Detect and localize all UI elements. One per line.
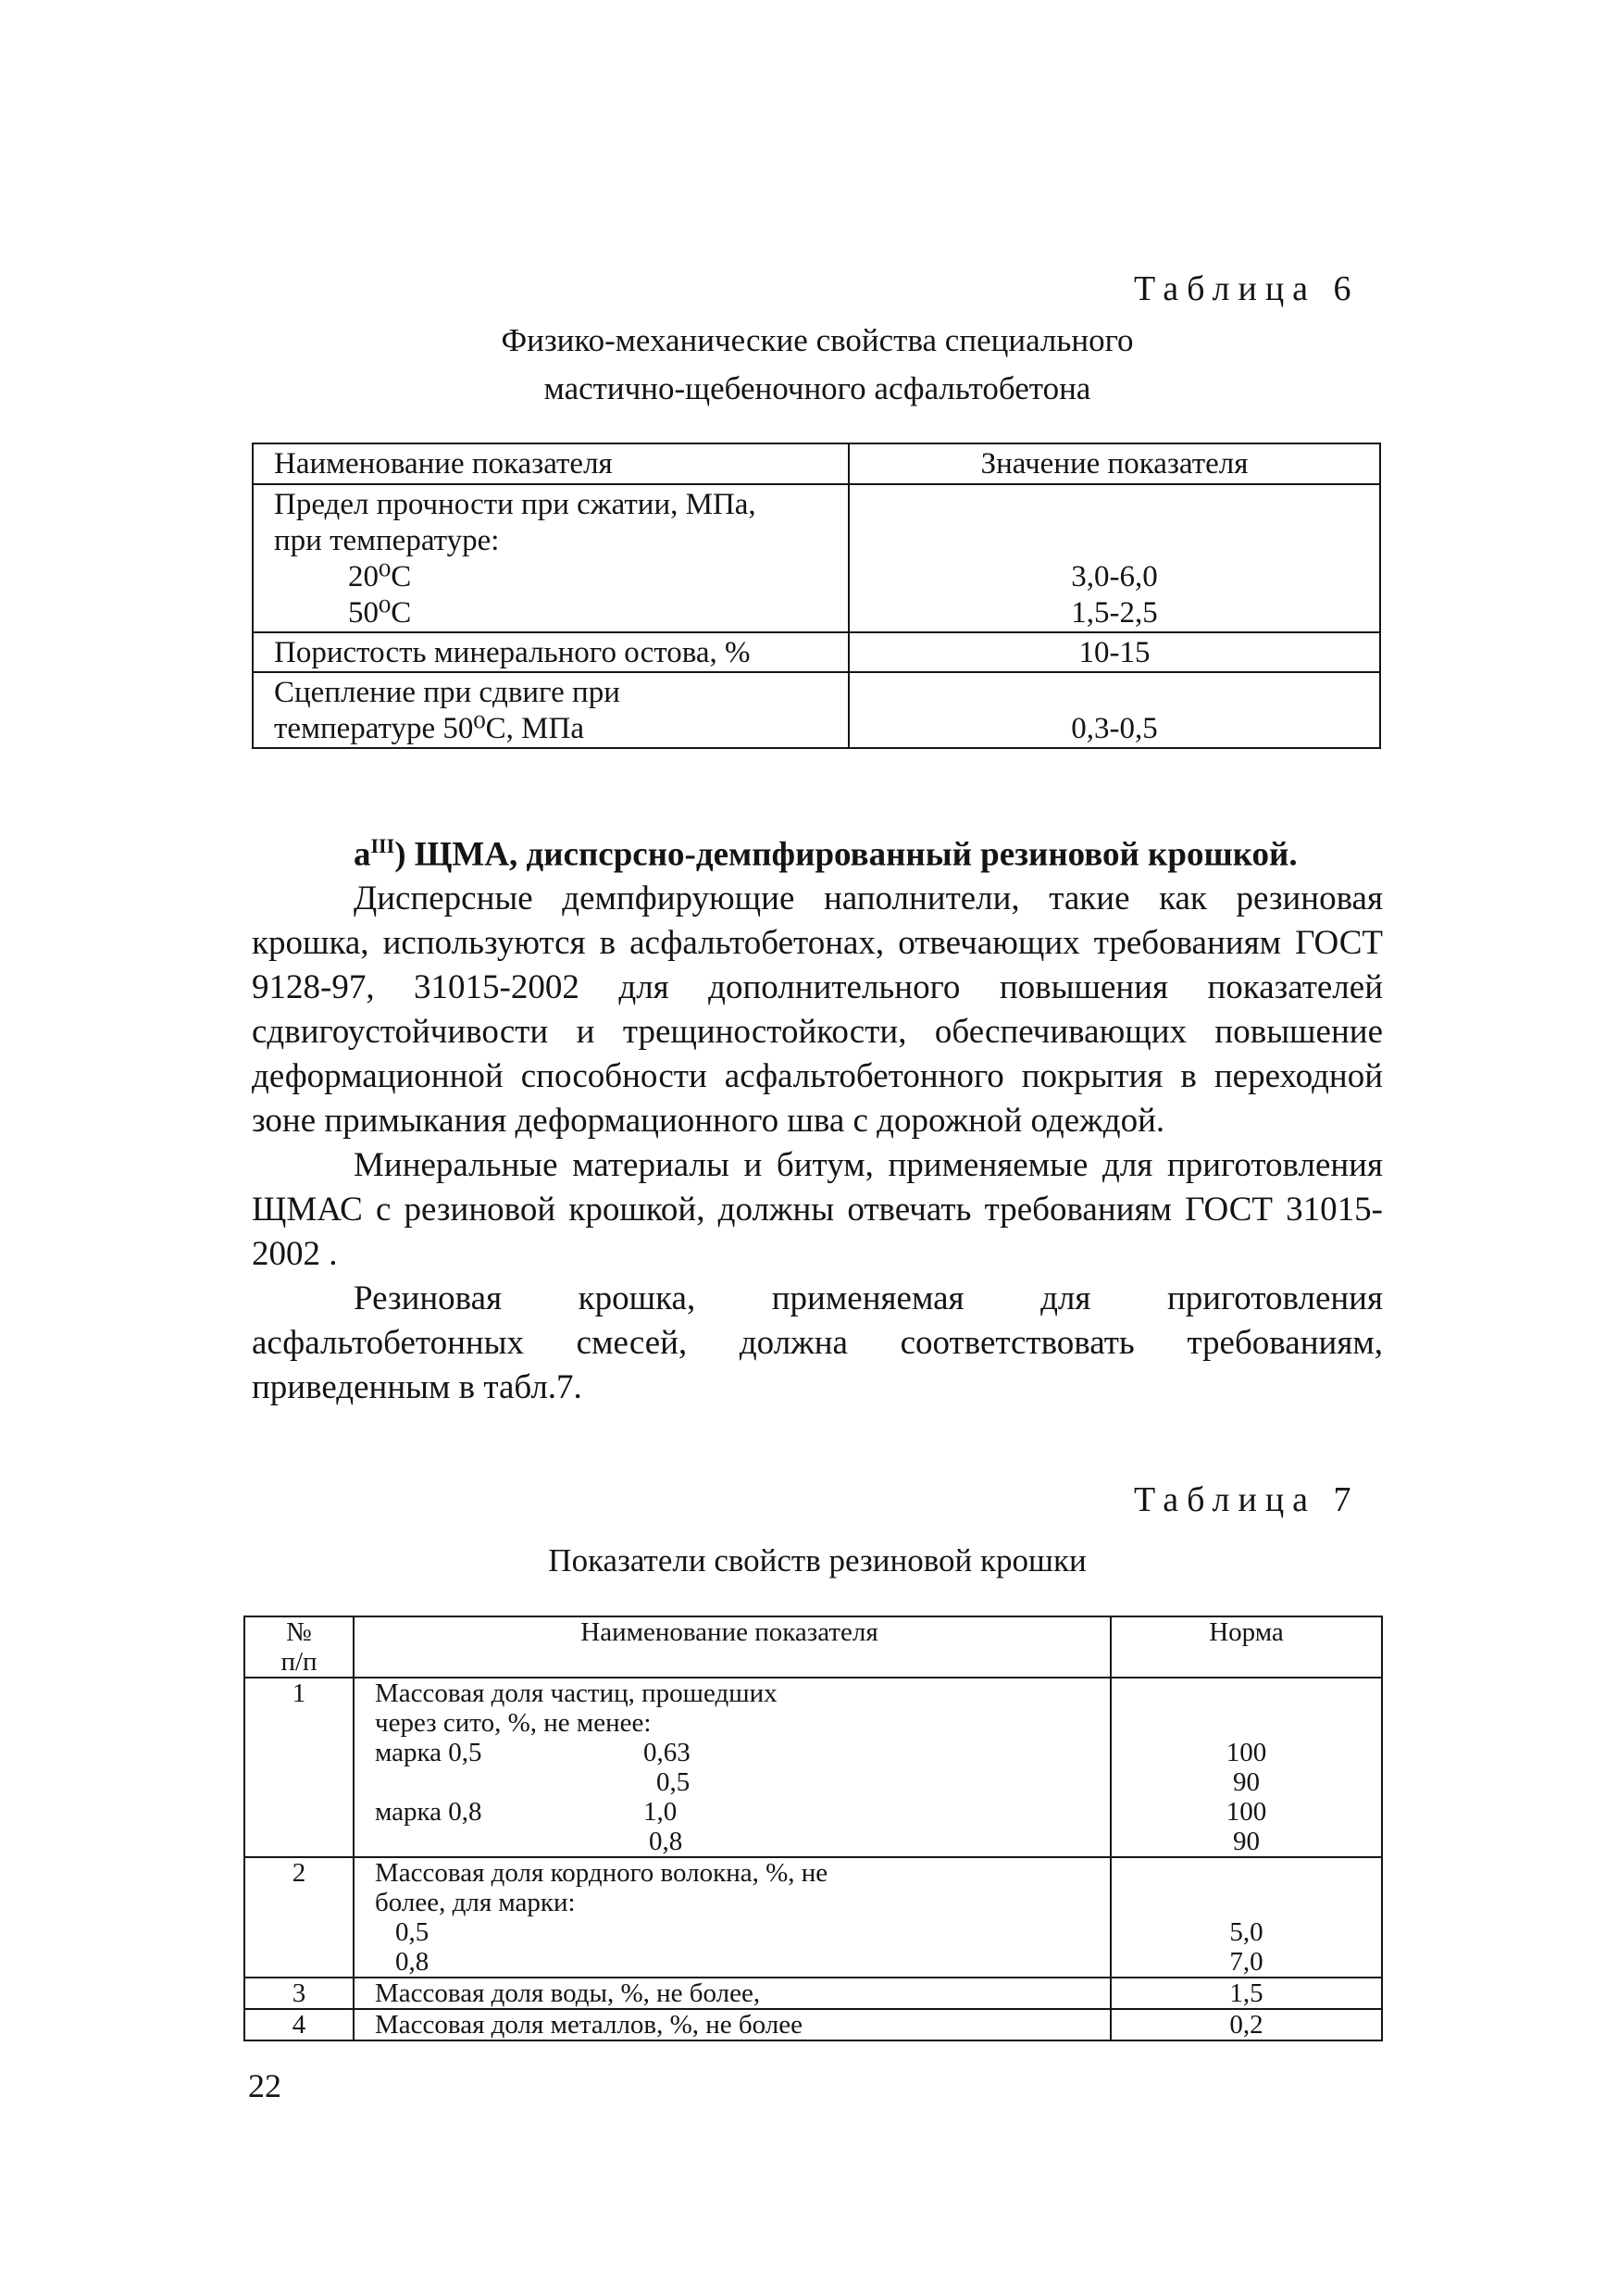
table7-row-norm: [1111, 1678, 1382, 1857]
table6-row-name-line: Сцепление при сдвиге при: [274, 676, 620, 709]
sieve-size: 0,5: [656, 1767, 691, 1797]
table6-label: Таблица 6: [1134, 269, 1360, 308]
paragraph: Дисперсные демпфирующие наполнители, такие как резиновая крошка, используются в асфальтобетонах, отвечающих требованиям ГОСТ 9128-97, 31015-2002 для дополнительного повышения показателей сдвигоустойчивости и трещиностойкости, обеспечивающих повышение деформационной способности асфальтобетонного покрытия в переходной зоне примыкания деформационного шва с дорожной одеждой.: [252, 880, 1383, 1141]
table7-subrow: [375, 1827, 1104, 1856]
table7-header-no-line1: №: [286, 1617, 312, 1647]
section-heading-sup: III: [370, 834, 395, 857]
page-number: 22: [248, 2067, 281, 2104]
table7-row-norm-line: [1117, 1888, 1375, 1917]
section-heading-prefix: а: [354, 835, 371, 874]
table6: [252, 443, 1381, 749]
table7-row-name-line: 0,8: [395, 1947, 429, 1977]
table7-row: [244, 1978, 1382, 2009]
table7-row-name-line: более, для марки:: [375, 1888, 576, 1917]
table7: [243, 1616, 1383, 2041]
table7-row: [244, 1857, 1382, 1978]
table7-header-no-line2: п/п: [280, 1647, 317, 1677]
table7-row-norm-line: 5,0: [1229, 1917, 1263, 1947]
table7-row-name-line: через сито, %, не менее:: [375, 1708, 652, 1738]
table7-row-norm-line: 100: [1226, 1797, 1267, 1827]
table7-row-norm: 1,5: [1111, 1978, 1382, 2009]
sieve-size: 1,0: [643, 1797, 678, 1827]
table6-row: [253, 632, 1380, 672]
table6-row-value-line: 1,5-2,5: [1071, 596, 1158, 630]
table6-row-value: [849, 632, 1380, 672]
table7-row-name-line: Массовая доля кордного волокна, %, не: [375, 1858, 828, 1888]
table7-header-norm: Норма: [1111, 1616, 1382, 1678]
table6-header-value: Значение показателя: [849, 443, 1380, 484]
table7-row-name: Массовая доля металлов, %, не более: [354, 2009, 1111, 2040]
table6-row-value-line: 3,0-6,0: [1071, 560, 1158, 593]
table7-row: [244, 2009, 1382, 2040]
table6-title-line2: мастично-щебеночного асфальтобетона: [543, 370, 1091, 406]
table6-row-value-line: 10-15: [1078, 636, 1151, 669]
paragraph: Минеральные материалы и битум, применяемые для приготовления ЩМАС с резиновой крошкой, должны отвечать требованиям ГОСТ 31015-2002 .: [252, 1146, 1383, 1274]
table6-row-name-line: 20⁰С: [348, 560, 412, 593]
table7-row-norm-line: [1117, 1858, 1375, 1888]
sieve-size: 0,8: [649, 1827, 683, 1856]
table7-title: Показатели свойств резиновой крошки: [548, 1542, 1087, 1578]
table7-row-name-line: 0,5: [395, 1917, 429, 1947]
table7-row-no: 4: [244, 2009, 354, 2040]
table7-row-name: [354, 1857, 1111, 1978]
paragraph: Резиновая крошка, применяемая для приготовления асфальтобетонных смесей, должна соответствовать требованиям, приведенным в табл.7.: [252, 1279, 1383, 1407]
table6-row-value: [849, 484, 1380, 632]
table7-header-name: Наименование показателя: [354, 1616, 1111, 1678]
table6-row-name: [253, 672, 849, 748]
table7-subrow: [375, 1767, 1104, 1797]
table7-row-norm-line: 7,0: [1229, 1947, 1263, 1977]
table7-row: [244, 1678, 1382, 1857]
table7-header-no: [244, 1616, 354, 1678]
table6-title: [252, 317, 1383, 413]
table6-row-value-line: 0,3-0,5: [1071, 712, 1158, 745]
section-body: [252, 824, 1383, 1410]
table6-row: [253, 672, 1380, 748]
table6-title-line1: Физико-механические свойства специального: [501, 322, 1134, 358]
table6-row-value-line: [850, 487, 1379, 523]
grade-label: марка 0,8: [375, 1797, 482, 1827]
table7-row-no: 2: [244, 1857, 354, 1978]
table6-row-name-line: температуре 50⁰С, МПа: [274, 712, 584, 745]
table6-row-value-line: [850, 675, 1379, 711]
table6-header-name: Наименование показателя: [253, 443, 849, 484]
table6-row-value-line: [850, 523, 1379, 559]
table6-row-value: [849, 672, 1380, 748]
table6-row-name-line: 50⁰С: [348, 596, 412, 630]
table7-subrow: [375, 1738, 1104, 1767]
table6-row-name-line: Пористость минерального остова, %: [274, 636, 751, 669]
section-heading-text: ) ЩМА, диспсрсно-демпфированный резиновой крошкой.: [394, 835, 1298, 874]
table6-header-row: [253, 443, 1380, 484]
table7-row-norm: [1111, 1857, 1382, 1978]
table7-row-name-line: Массовая доля частиц, прошедших: [375, 1678, 778, 1708]
table7-row-norm: 0,2: [1111, 2009, 1382, 2040]
table7-header-row: [244, 1616, 1382, 1678]
table7-row-no: 1: [244, 1678, 354, 1857]
table7-label: Таблица 7: [1134, 1480, 1360, 1519]
table6-row-name: [253, 632, 849, 672]
table7-row-norm-line: 100: [1226, 1738, 1267, 1767]
grade-label: марка 0,5: [375, 1738, 482, 1767]
table7-row-name: [354, 1678, 1111, 1857]
table6-row-name-line: при температуре:: [274, 524, 500, 557]
table7-subrow: [375, 1797, 1104, 1827]
table7-row-no: 3: [244, 1978, 354, 2009]
table6-row-name: [253, 484, 849, 632]
table7-row-norm-line: 90: [1233, 1827, 1260, 1856]
section-heading: [252, 824, 1383, 877]
table7-row-norm-line: 90: [1233, 1767, 1260, 1797]
table6-row-name-line: Предел прочности при сжатии, МПа,: [274, 488, 756, 521]
table6-row: [253, 484, 1380, 632]
table7-row-name: Массовая доля воды, %, не более,: [354, 1978, 1111, 2009]
sieve-size: 0,63: [643, 1738, 691, 1767]
